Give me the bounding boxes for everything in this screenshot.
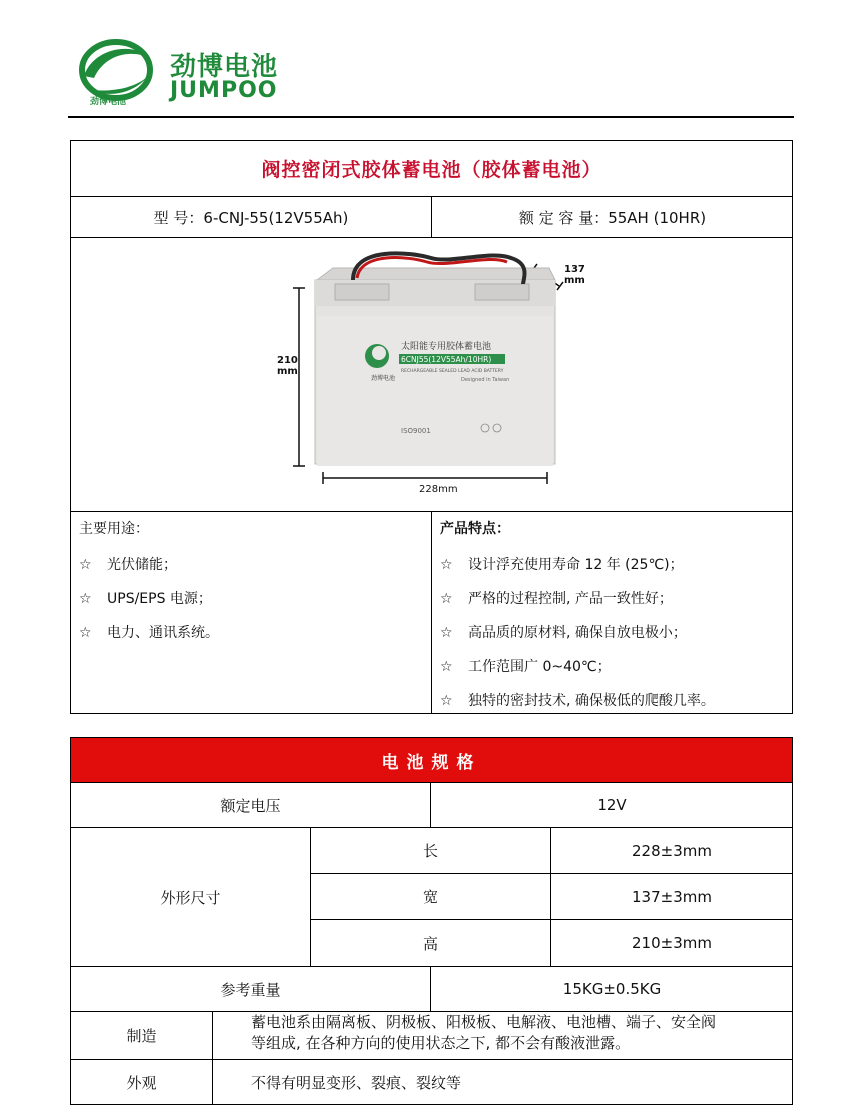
header-divider <box>68 116 794 118</box>
model-row <box>71 197 792 238</box>
feature-item-text: 工作范围广 0~40℃； <box>468 659 611 675</box>
star-icon: ☆ <box>79 625 92 641</box>
features-heading: 产品特点： <box>440 521 510 537</box>
capacity-cell <box>432 197 793 238</box>
feature-item <box>440 616 785 650</box>
star-icon: ☆ <box>440 693 453 709</box>
feature-item <box>440 582 785 616</box>
construction-value <box>213 1012 793 1060</box>
model-value: 6-CNJ-55(12V55Ah) <box>203 208 349 227</box>
height-dimension-label <box>277 355 298 377</box>
capacity-value: 55AH (10HR) <box>608 208 707 227</box>
appearance-value: 不得有明显变形、裂痕、裂纹等 <box>251 1073 462 1092</box>
label-brand: 劲博电池 <box>371 375 396 382</box>
use-item-text: UPS/EPS 电源； <box>107 591 212 607</box>
label-title: 太阳能专用胶体蓄电池 <box>401 342 492 352</box>
star-icon: ☆ <box>440 659 453 675</box>
brand-name-en: JUMPOO <box>170 78 278 103</box>
depth-dimension-unit: mm <box>564 275 585 286</box>
construction-line-2: 等组成, 在各种方向的使用状态之下, 都不会有酸液泄露。 <box>251 1034 631 1052</box>
specs-heading: 电池规格 <box>71 738 792 783</box>
feature-item <box>440 684 785 718</box>
feature-item <box>440 548 785 582</box>
use-item <box>79 616 423 650</box>
battery-image-cell <box>71 238 792 512</box>
model-label: 型 号： <box>153 209 204 227</box>
feature-item-text: 严格的过程控制, 产品一致性好； <box>468 591 673 607</box>
star-icon: ☆ <box>79 557 92 573</box>
use-item <box>79 582 423 616</box>
height-label: 高 <box>311 920 551 967</box>
battery-drawing <box>71 238 794 512</box>
use-item-text: 电力、通讯系统。 <box>107 625 219 641</box>
product-info-table <box>70 140 793 714</box>
star-icon: ☆ <box>79 591 92 607</box>
depth-dimension-number: 137 <box>564 264 585 275</box>
weight-value: 15KG±0.5KG <box>431 967 793 1012</box>
dims-label: 外形尺寸 <box>71 828 311 967</box>
length-label: 长 <box>311 828 551 874</box>
feature-item <box>440 650 785 684</box>
uses-heading: 主要用途： <box>79 521 149 537</box>
feature-item-text: 独特的密封技术, 确保极低的爬酸几率。 <box>468 693 715 709</box>
label-sub: RECHARGEABLE SEALED LEAD ACID BATTERY <box>401 369 504 374</box>
capacity-label: 额 定 容 量： <box>518 209 609 227</box>
uses-features-row <box>71 512 792 714</box>
specs-table <box>70 737 793 1105</box>
feature-item-text: 设计浮充使用寿命 12 年 (25℃)； <box>468 557 684 573</box>
use-item <box>79 548 423 582</box>
length-value: 228±3mm <box>551 828 793 874</box>
depth-dimension-label <box>564 264 585 286</box>
construction-line-1: 蓄电池系由隔离板、阴极板、阳极板、电解液、电池槽、端子、安全阀 <box>251 1013 717 1031</box>
features-column <box>432 512 793 714</box>
height-dimension-unit: mm <box>277 366 298 377</box>
product-title: 阀控密闭式胶体蓄电池（胶体蓄电池） <box>71 141 792 197</box>
appearance-label: 外观 <box>71 1060 213 1104</box>
width-dimension-label: 228mm <box>419 484 458 495</box>
star-icon: ☆ <box>440 591 453 607</box>
use-item-text: 光伏储能； <box>107 557 177 573</box>
model-cell <box>71 197 432 238</box>
height-dimension-number: 210 <box>277 355 298 366</box>
height-value: 210±3mm <box>551 920 793 967</box>
uses-column <box>71 512 432 714</box>
width-value: 137±3mm <box>551 874 793 920</box>
brand-name-cn: 劲博电池 <box>170 52 279 82</box>
rated-voltage-label: 额定电压 <box>71 783 431 828</box>
feature-item-text: 高品质的原材料, 确保自放电极小； <box>468 625 687 641</box>
width-label: 宽 <box>311 874 551 920</box>
rated-voltage-value: 12V <box>431 783 793 828</box>
star-icon: ☆ <box>440 625 453 641</box>
label-iso: ISO9001 <box>401 427 431 435</box>
logo-mark-text: 劲博电池 <box>90 97 127 107</box>
brand-logo <box>78 36 318 114</box>
label-made: Designed in Taiwan <box>461 377 510 383</box>
weight-label: 参考重量 <box>71 967 431 1012</box>
construction-label: 制造 <box>71 1012 213 1060</box>
star-icon: ☆ <box>440 557 453 573</box>
label-model: 6CNJ55(12V55Ah/10HR) <box>401 355 492 364</box>
